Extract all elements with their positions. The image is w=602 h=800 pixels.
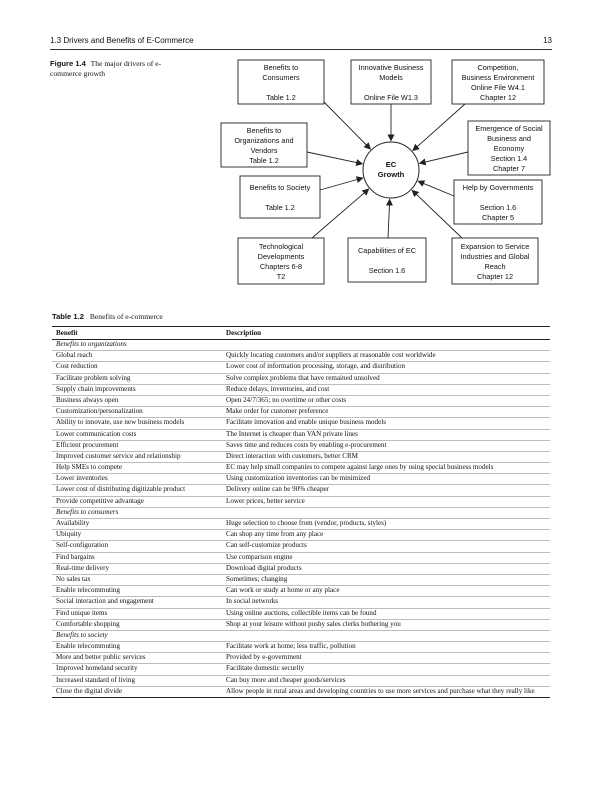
section-heading: Benefits to society xyxy=(52,630,550,641)
driver-text-expansion-2: Reach xyxy=(484,262,506,271)
table-header-row xyxy=(52,327,550,340)
driver-text-social-3: Section 1.4 xyxy=(490,154,528,163)
driver-node-technological xyxy=(238,238,324,284)
driver-text-competition-1: Business Environment xyxy=(461,73,535,82)
arrow-organizations xyxy=(307,152,362,164)
table-row xyxy=(52,686,550,697)
benefit-cell: Ability to innovate, use new business models xyxy=(52,418,222,429)
driver-text-social-0: Emergence of Social xyxy=(475,124,543,133)
benefit-cell: Enable telecommuting xyxy=(52,642,222,653)
driver-text-capabilities-2: Section 1.6 xyxy=(368,266,406,275)
section-heading: Benefits to consumers xyxy=(52,507,550,518)
driver-text-innovative-3: Online File W1.3 xyxy=(364,93,418,102)
benefits-table xyxy=(52,326,550,698)
section-row xyxy=(52,340,550,351)
description-cell: Allow people in rural areas and developing countries to use more services and purchase what they really like xyxy=(222,686,550,697)
driver-node-governments xyxy=(454,180,542,224)
benefit-cell: Customization/personalization xyxy=(52,407,222,418)
description-cell: Can shop any time from any place xyxy=(222,530,550,541)
benefit-cell: Find bargains xyxy=(52,552,222,563)
table-row xyxy=(52,664,550,675)
table-row xyxy=(52,541,550,552)
benefit-cell: Self-configuration xyxy=(52,541,222,552)
table-row xyxy=(52,496,550,507)
table-caption-text: Benefits of e-commerce xyxy=(89,312,163,321)
benefit-cell: Help SMEs to compete xyxy=(52,463,222,474)
driver-text-consumers-1: Consumers xyxy=(262,73,300,82)
driver-node-society xyxy=(240,176,320,218)
table-row xyxy=(52,463,550,474)
table-row xyxy=(52,440,550,451)
table-row xyxy=(52,485,550,496)
ec-drivers-diagram xyxy=(0,0,602,300)
driver-box-capabilities xyxy=(348,238,426,282)
driver-text-organizations-0: Benefits to xyxy=(246,126,282,135)
driver-text-technological-0: Technological xyxy=(258,242,304,251)
benefit-cell: Comfortable shopping xyxy=(52,619,222,630)
table-row xyxy=(52,586,550,597)
table-caption xyxy=(52,312,163,321)
table-row xyxy=(52,362,550,373)
driver-text-organizations-2: Vendors xyxy=(250,146,278,155)
description-cell: Facilitate domestic security xyxy=(222,664,550,675)
benefit-cell: Cost reduction xyxy=(52,362,222,373)
table-row xyxy=(52,675,550,686)
ec-growth-label-line-2: Growth xyxy=(377,170,405,179)
benefit-cell: Supply chain improvements xyxy=(52,384,222,395)
benefit-cell: Enable telecommuting xyxy=(52,586,222,597)
driver-text-competition-3: Chapter 12 xyxy=(479,93,517,102)
description-cell: Can work or study at home or any place xyxy=(222,586,550,597)
benefit-cell: Close the digital divide xyxy=(52,686,222,697)
figure-label: Figure 1.4 xyxy=(50,59,86,68)
description-cell: Solve complex problems that have remained unsolved xyxy=(222,373,550,384)
driver-text-social-2: Economy xyxy=(493,144,525,153)
table-label: Table 1.2 xyxy=(52,312,84,321)
table-row xyxy=(52,619,550,630)
driver-text-consumers-0: Benefits to xyxy=(263,63,299,72)
table-row xyxy=(52,407,550,418)
driver-text-competition-0: Competition, xyxy=(477,63,519,72)
driver-node-competition xyxy=(452,60,544,104)
ec-growth-label-line-1: EC xyxy=(385,160,397,169)
table-row xyxy=(52,642,550,653)
driver-node-social xyxy=(468,121,550,175)
driver-node-consumers xyxy=(238,60,324,104)
arrow-competition xyxy=(413,104,465,150)
driver-text-society-2: Table 1.2 xyxy=(265,203,295,212)
table-row xyxy=(52,384,550,395)
driver-node-expansion xyxy=(452,238,538,284)
driver-text-social-4: Chapter 7 xyxy=(492,164,526,173)
description-cell: Lower cost of information processing, storage, and distribution xyxy=(222,362,550,373)
description-cell: Saves time and reduces costs by enabling e-procurement xyxy=(222,440,550,451)
driver-text-society-0: Benefits to Society xyxy=(249,183,311,192)
driver-text-governments-3: Chapter 5 xyxy=(481,213,515,222)
description-cell: The Internet is cheaper than VAN private lines xyxy=(222,429,550,440)
benefit-cell: Lower cost of distributing digitizable product xyxy=(52,485,222,496)
description-cell: Using online auctions, collectible items can be found xyxy=(222,608,550,619)
description-cell: Can buy more and cheaper goods/services xyxy=(222,675,550,686)
table-row xyxy=(52,574,550,585)
table-row xyxy=(52,552,550,563)
benefit-cell: Real-time delivery xyxy=(52,563,222,574)
description-cell: Sometimes; changing xyxy=(222,574,550,585)
figure-caption-text: The major drivers of e-commerce growth xyxy=(50,59,162,78)
description-cell: Can self-customize products xyxy=(222,541,550,552)
benefit-cell: Social interaction and engagement xyxy=(52,597,222,608)
driver-text-governments-0: Help by Governments xyxy=(462,183,534,192)
table-row xyxy=(52,451,550,462)
table-row xyxy=(52,608,550,619)
table-row xyxy=(52,429,550,440)
description-cell: Using customization inventories can be minimized xyxy=(222,474,550,485)
driver-node-innovative xyxy=(351,60,431,104)
description-cell: Quickly locating customers and/or suppliers at reasonable cost worldwide xyxy=(222,351,550,362)
driver-node-organizations xyxy=(221,123,307,167)
description-cell: Delivery online can be 90% cheaper xyxy=(222,485,550,496)
driver-text-consumers-3: Table 1.2 xyxy=(266,93,296,102)
section-row xyxy=(52,507,550,518)
section-row xyxy=(52,630,550,641)
description-cell: Shop at your leisure without pushy sales clerks bothering you xyxy=(222,619,550,630)
table-row xyxy=(52,530,550,541)
arrow-technological xyxy=(312,189,369,238)
driver-text-expansion-1: Industries and Global xyxy=(460,252,530,261)
driver-text-competition-2: Online File W4.1 xyxy=(471,83,525,92)
driver-text-technological-1: Developments xyxy=(257,252,305,261)
benefit-cell: Lower communication costs xyxy=(52,429,222,440)
benefit-cell: Efficient procurement xyxy=(52,440,222,451)
driver-text-capabilities-0: Capabilities of EC xyxy=(358,246,416,255)
description-cell: Download digital products xyxy=(222,563,550,574)
driver-text-expansion-0: Expansion to Service xyxy=(460,242,530,251)
table-row xyxy=(52,395,550,406)
driver-text-organizations-1: Organizations and xyxy=(234,136,294,145)
arrow-social xyxy=(420,152,468,163)
header-description: Description xyxy=(222,327,550,340)
header-benefit: Benefit xyxy=(52,327,222,340)
section-title: 1.3 Drivers and Benefits of E-Commerce xyxy=(50,36,194,45)
table-row xyxy=(52,474,550,485)
description-cell: In social networks xyxy=(222,597,550,608)
table-row xyxy=(52,653,550,664)
arrow-governments xyxy=(418,181,454,196)
benefit-cell: Global reach xyxy=(52,351,222,362)
driver-text-innovative-1: Models xyxy=(379,73,403,82)
driver-text-governments-2: Section 1.6 xyxy=(479,203,517,212)
description-cell: Use comparison engine xyxy=(222,552,550,563)
driver-node-capabilities xyxy=(348,238,426,282)
benefit-cell: Facilitate problem solving xyxy=(52,373,222,384)
benefit-cell: Find unique items xyxy=(52,608,222,619)
table-row xyxy=(52,373,550,384)
description-cell: EC may help small companies to compete against large ones by using special business models xyxy=(222,463,550,474)
driver-text-expansion-3: Chapter 12 xyxy=(476,272,514,281)
table-row xyxy=(52,351,550,362)
arrow-consumers xyxy=(324,102,370,149)
table-row xyxy=(52,563,550,574)
table-row xyxy=(52,519,550,530)
benefit-cell: More and better public services xyxy=(52,653,222,664)
benefit-cell: Improved homeland security xyxy=(52,664,222,675)
description-cell: Reduce delays, inventories, and cost xyxy=(222,384,550,395)
benefit-cell: No sales tax xyxy=(52,574,222,585)
arrow-capabilities xyxy=(388,200,390,239)
description-cell: Provided by e-government xyxy=(222,653,550,664)
description-cell: Direct interaction with customers, better CRM xyxy=(222,451,550,462)
benefit-cell: Ubiquity xyxy=(52,530,222,541)
driver-text-technological-2: Chapters 6-8 xyxy=(259,262,303,271)
benefit-cell: Business always open xyxy=(52,395,222,406)
description-cell: Huge selection to choose from (vendor, products, styles) xyxy=(222,519,550,530)
description-cell: Lower prices, better service xyxy=(222,496,550,507)
benefit-cell: Provide competitive advantage xyxy=(52,496,222,507)
benefit-cell: Availability xyxy=(52,519,222,530)
section-heading: Benefits to organizations xyxy=(52,340,550,351)
arrow-society xyxy=(320,178,363,190)
table-row xyxy=(52,418,550,429)
page-number: 13 xyxy=(543,36,552,45)
table-body xyxy=(52,340,550,698)
description-cell: Facilitate innovation and enable unique business models xyxy=(222,418,550,429)
description-cell: Open 24/7/365; no overtime or other costs xyxy=(222,395,550,406)
benefit-cell: Increased standard of living xyxy=(52,675,222,686)
benefit-cell: Improved customer service and relationship xyxy=(52,451,222,462)
driver-text-innovative-0: Innovative Business xyxy=(358,63,424,72)
benefit-cell: Lower inventories xyxy=(52,474,222,485)
description-cell: Facilitate work at home; less traffic, pollution xyxy=(222,642,550,653)
table-row xyxy=(52,597,550,608)
driver-text-social-1: Business and xyxy=(487,134,531,143)
driver-text-technological-3: T2 xyxy=(276,272,286,281)
driver-text-organizations-3: Table 1.2 xyxy=(249,156,279,165)
description-cell: Make order for customer preference xyxy=(222,407,550,418)
